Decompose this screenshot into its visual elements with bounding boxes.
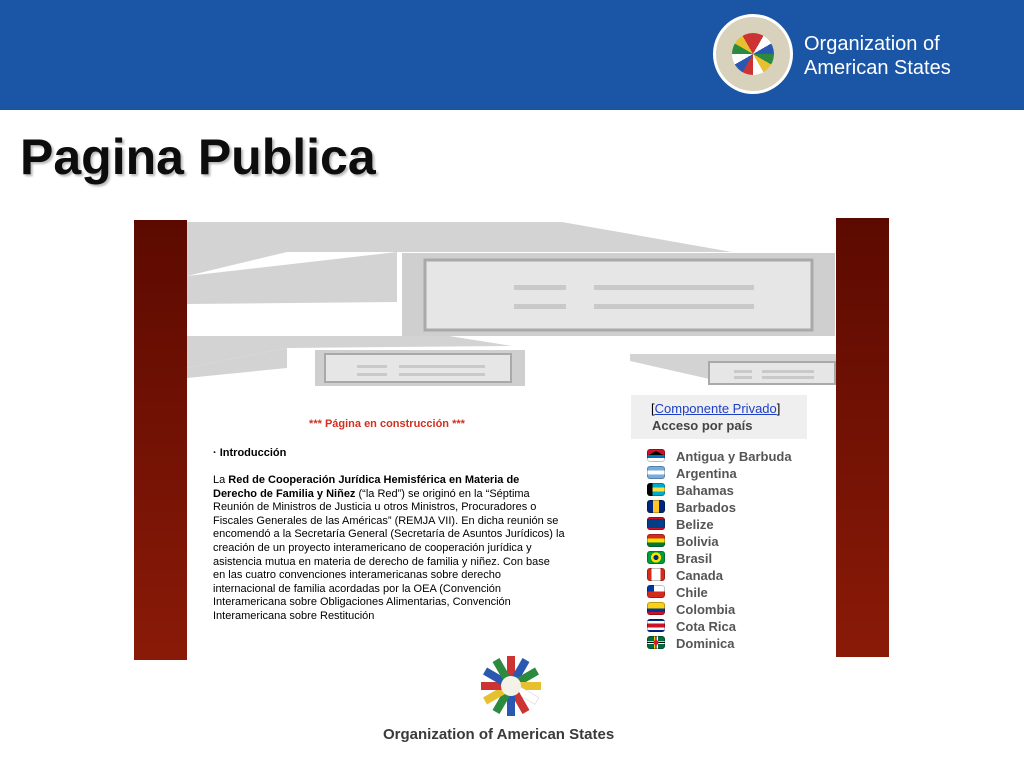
- flag-colombia-icon: [647, 602, 665, 615]
- country-name[interactable]: Colombia: [676, 602, 736, 617]
- flag-chile-icon: [647, 585, 665, 598]
- bracket-open: [: [651, 401, 655, 416]
- flag-canada-icon: [647, 568, 665, 581]
- header-org-line1: Organization of: [804, 33, 940, 55]
- right-red-bar: [836, 218, 889, 657]
- intro-heading: · Introducción: [213, 447, 287, 459]
- bracket-close: ]: [776, 401, 781, 416]
- header-bar: [0, 0, 1024, 110]
- web-page-screenshot: [134, 218, 890, 660]
- oas-seal-icon: [713, 14, 793, 94]
- header-org-line2: American States: [804, 57, 951, 79]
- flag-antigua-icon: [647, 449, 665, 462]
- header-org-name: [804, 32, 951, 80]
- banner-graphic: [187, 218, 836, 388]
- private-component-link[interactable]: Componente Privado: [654, 401, 777, 416]
- country-name[interactable]: Belize: [676, 517, 714, 532]
- flag-argentina-icon: [647, 466, 665, 479]
- oas-flags-emblem-icon: [473, 655, 549, 717]
- oas-seal-flags: [732, 33, 774, 75]
- flag-brasil-icon: [647, 551, 665, 564]
- country-name[interactable]: Antigua y Barbuda: [676, 449, 792, 464]
- country-name[interactable]: Canada: [676, 568, 723, 583]
- flag-costa-rica-icon: [647, 619, 665, 632]
- flag-bolivia-icon: [647, 534, 665, 547]
- country-access-title: Acceso por país: [652, 418, 753, 433]
- construction-notice: *** Página en construcción ***: [309, 418, 465, 430]
- intro-network-name: Red de Cooperación Jurídica Hemisférica en Materia de Derecho de Familia y Niñez: [213, 474, 520, 500]
- flag-barbados-icon: [647, 500, 665, 513]
- flag-bahamas-icon: [647, 483, 665, 496]
- slide-title: Pagina Publica: [20, 129, 376, 185]
- access-box: [631, 395, 807, 439]
- intro-text-start: La: [213, 474, 229, 486]
- private-component-line: [651, 401, 780, 416]
- flag-dominica-icon: [647, 636, 665, 649]
- country-name[interactable]: Dominica: [676, 636, 735, 651]
- country-name[interactable]: Barbados: [676, 500, 736, 515]
- left-red-bar: [134, 220, 187, 660]
- intro-paragraph: [213, 474, 565, 624]
- country-name[interactable]: Brasil: [676, 551, 713, 566]
- country-name[interactable]: Chile: [676, 585, 708, 600]
- country-name[interactable]: Argentina: [676, 466, 737, 481]
- footer-org-name: Organization of American States: [383, 726, 615, 743]
- country-name[interactable]: Bahamas: [676, 483, 734, 498]
- flag-belize-icon: [647, 517, 665, 530]
- intro-text-rest: (“la Red”) se originó en la “Séptima Reunión de Ministros de Justicia u otros Ministros, Procuradores o Fiscales Generales de las Américas” (REMJA VII). En dicha reunión se encomendó a la Secretaría General (Secretaría de Asuntos Jurídicos) la creación de un proyecto interamericano de cooperación jurídica y asistencia mutua en materia de derecho de familia y niñez. Con base en las cuatro convenciones interamericanas sobre derecho internacional de familia acordadas por la OEA (Convención Interamericana sobre Obligaciones Alimentarias, Convención Interamericana sobre Restitución: [213, 487, 565, 622]
- country-name[interactable]: Cota Rica: [676, 619, 736, 634]
- country-name[interactable]: Bolivia: [676, 534, 719, 549]
